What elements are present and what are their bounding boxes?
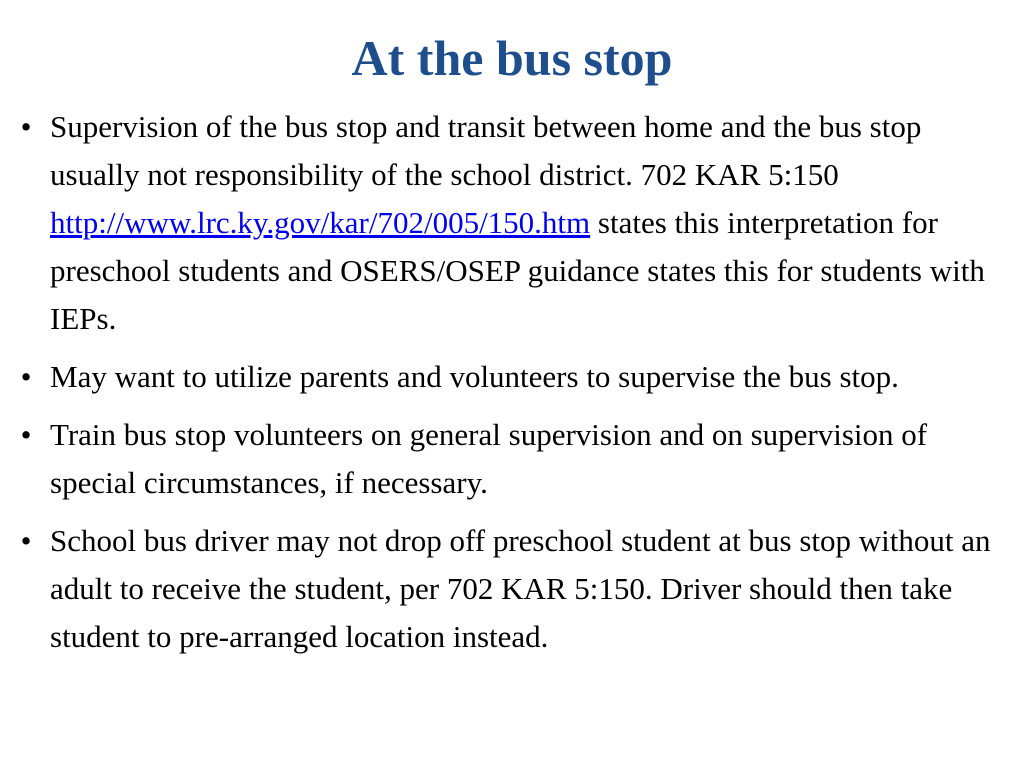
bullet-icon: • [20, 417, 32, 452]
bullet-icon: • [20, 359, 32, 394]
bullet-item-driver [14, 517, 1016, 661]
bullet-text: School bus driver may not drop off preschool student at bus stop without an adult to receive the student, per 702 KAR 5:150. Driver should then take student to pre-arranged location instead. [50, 523, 991, 654]
bullet-icon: • [20, 109, 32, 144]
slide-title: At the bus stop [351, 30, 673, 86]
bullet-text: May want to utilize parents and volunteers to supervise the bus stop. [50, 359, 899, 394]
bullet-text-after-link: states this interpretation for preschool students and OSERS/OSEP guidance states this for students with IEPs. [50, 205, 985, 336]
bullet-text [50, 109, 985, 336]
bullet-text-before-link: Supervision of the bus stop and transit between home and the bus stop usually not responsibility of the school district. 702 KAR 5:150 [50, 109, 922, 192]
bullet-icon: • [20, 523, 32, 558]
bullet-item-volunteers [14, 353, 1016, 401]
kar-link[interactable]: http://www.lrc.ky.gov/kar/702/005/150.htm [50, 205, 591, 240]
bullet-item-supervision [14, 103, 1016, 343]
bullet-item-training [14, 411, 1016, 507]
bullet-text: Train bus stop volunteers on general supervision and on supervision of special circumstances, if necessary. [50, 417, 928, 500]
bullet-list [14, 103, 1016, 671]
